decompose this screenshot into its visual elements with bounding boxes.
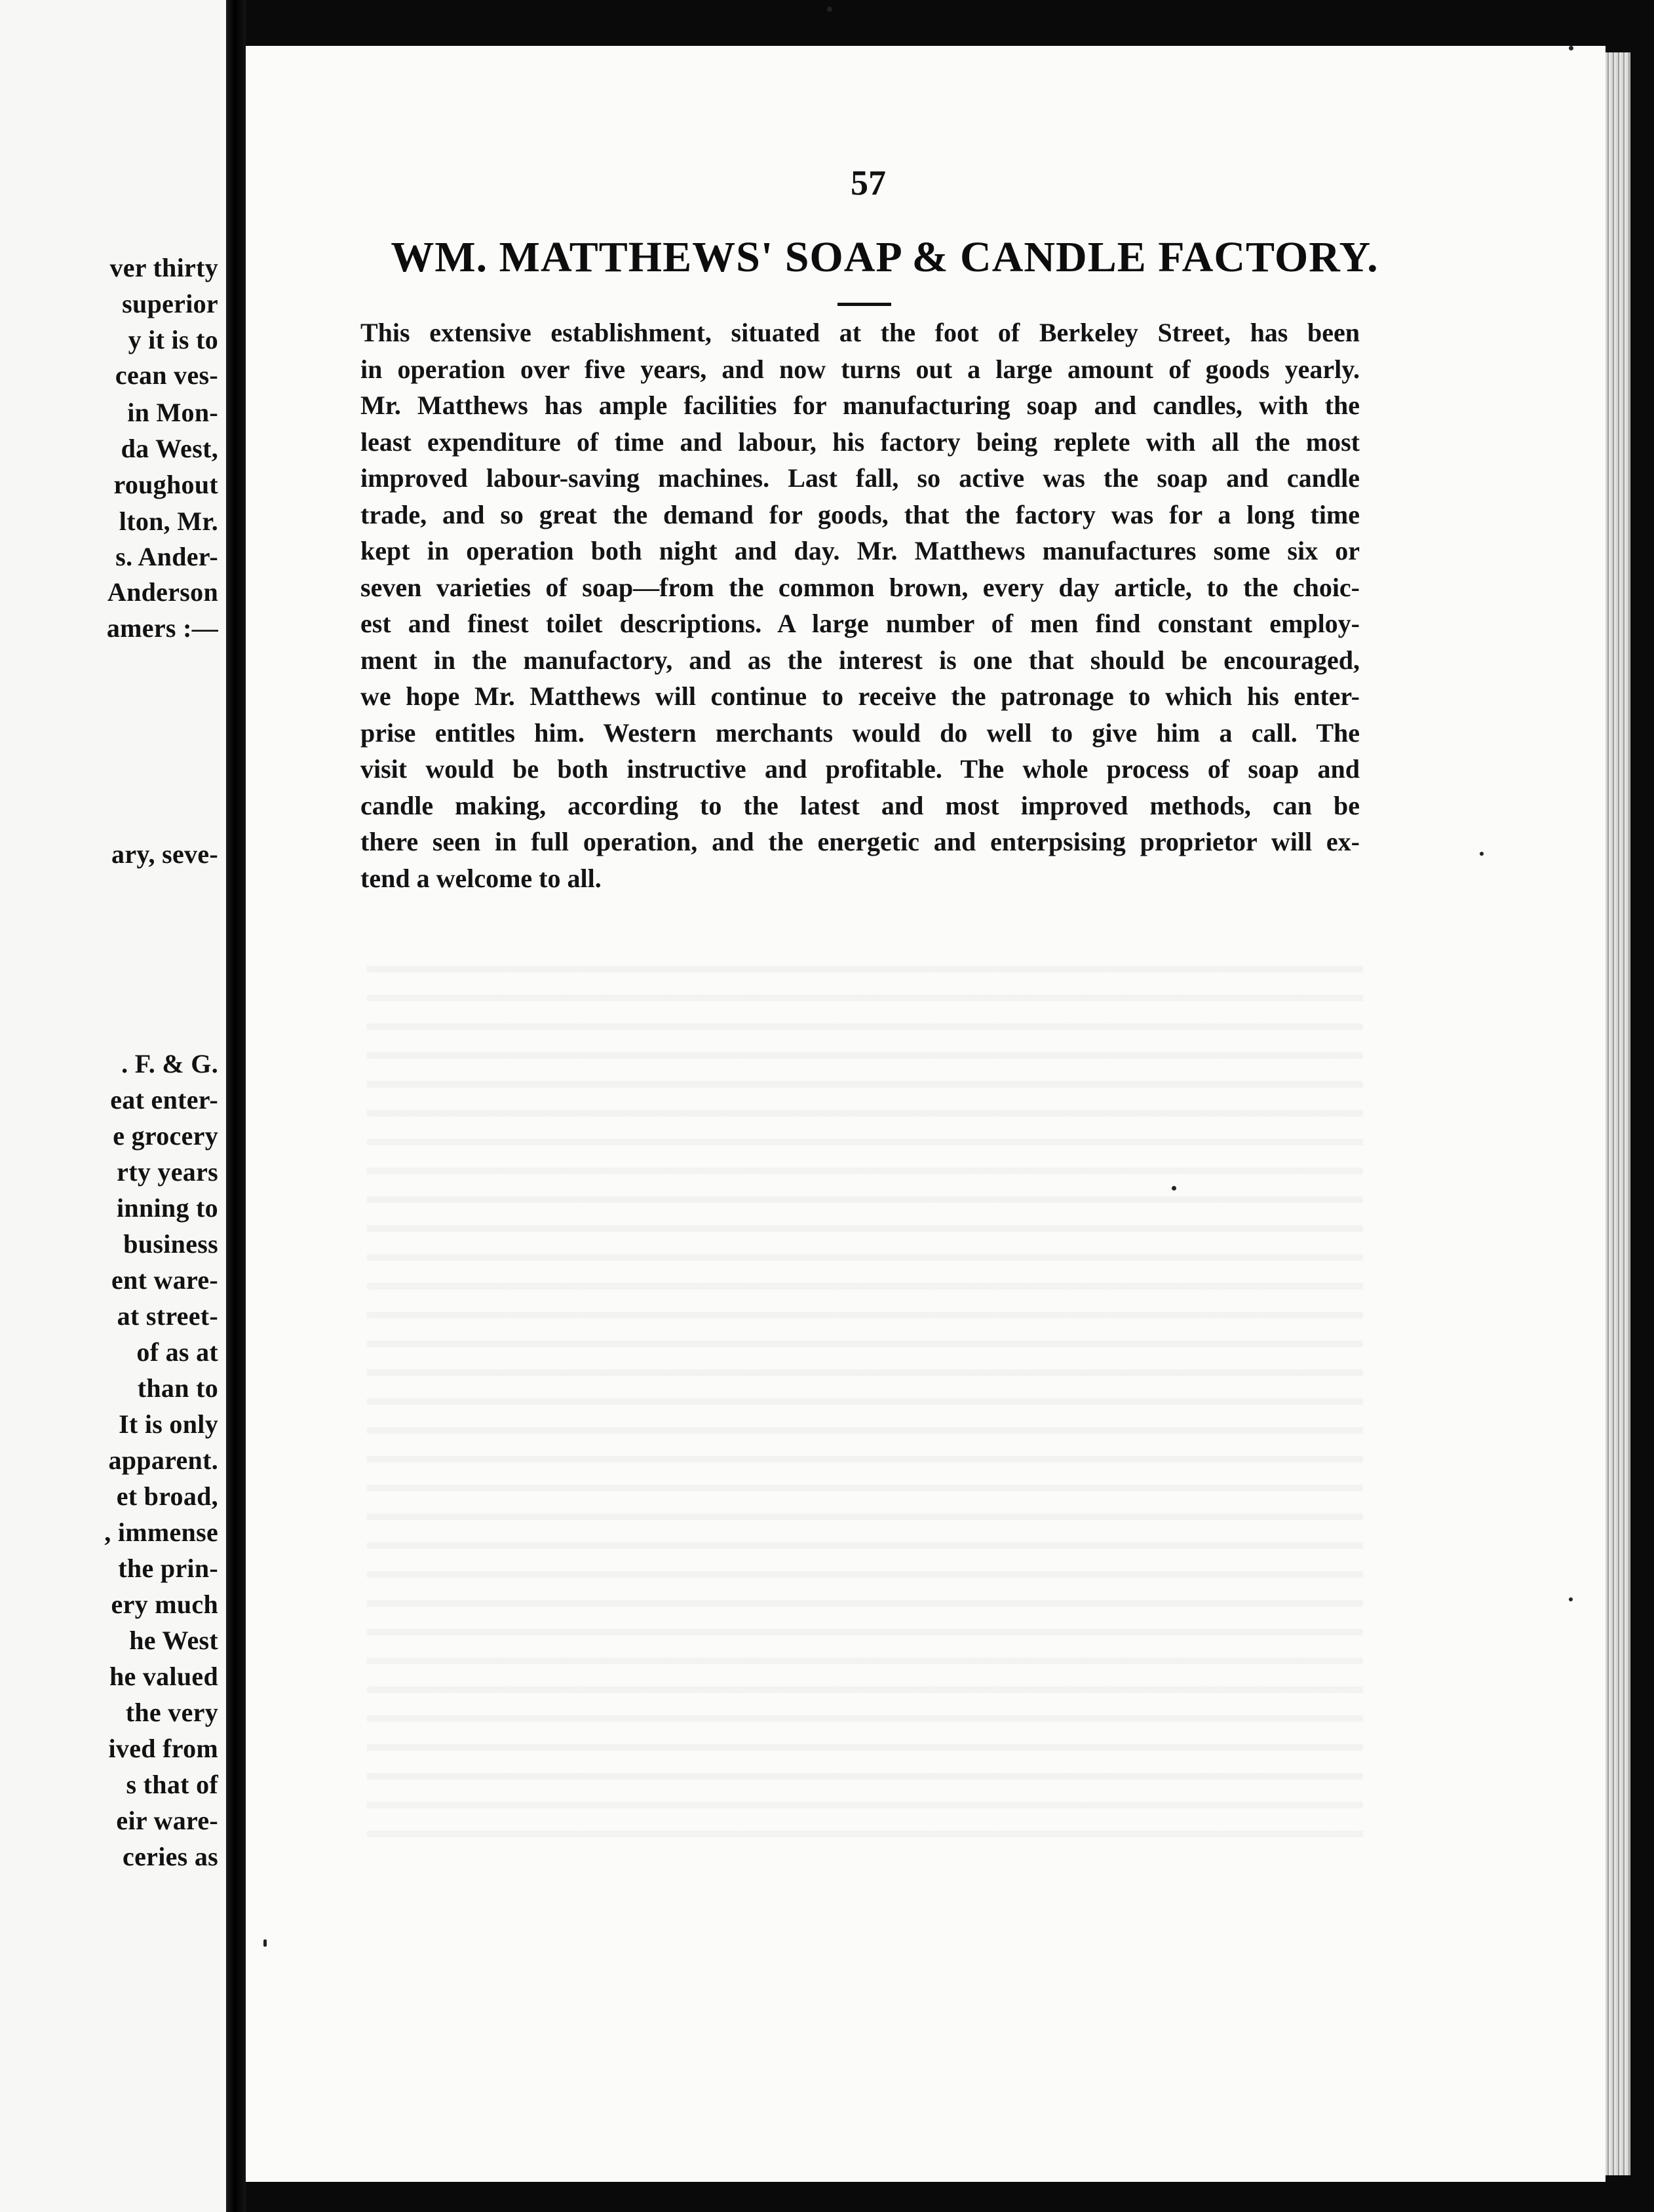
ink-speck — [1569, 1597, 1573, 1601]
ink-speck — [263, 1939, 267, 1947]
facing-page-line: rty years — [117, 1157, 218, 1187]
facing-page-line: Anderson — [107, 577, 218, 607]
facing-page-line: in Mon- — [127, 398, 218, 427]
facing-page-line: ived from — [108, 1734, 218, 1763]
facing-page-line: lton, Mr. — [119, 506, 218, 536]
ink-speck — [1569, 46, 1573, 50]
article-body-line: trade, and so great the demand for goods, that the factory was for a long time — [360, 499, 1360, 529]
article-body-line: seven varieties of soap—from the common brown, every day article, to the choic- — [360, 572, 1360, 602]
facing-page-line: eir ware- — [116, 1806, 218, 1835]
facing-page-line: amers :— — [106, 613, 218, 643]
article-body-line: least expenditure of time and labour, his factory being replete with all the most — [360, 427, 1360, 457]
ink-speck — [1172, 1186, 1176, 1191]
article-title: WM. MATTHEWS' SOAP & CANDLE FACTORY. — [391, 233, 1379, 281]
facing-page-line: ceries as — [123, 1842, 218, 1871]
article-body-line: ment in the manufactory, and as the interest is one that should be encouraged, — [360, 645, 1360, 675]
facing-page-line: ver thirty — [109, 253, 218, 282]
article-body-line: Mr. Matthews has ample facilities for manufacturing soap and candles, with the — [360, 391, 1360, 420]
facing-page-line: business — [123, 1229, 218, 1259]
facing-page-line: eat enter- — [110, 1085, 218, 1115]
facing-page-line: the prin- — [118, 1554, 218, 1583]
facing-page-line: roughout — [113, 470, 218, 499]
facing-page-line: s. Ander- — [115, 542, 218, 571]
ink-speck — [827, 7, 832, 12]
facing-page-line: cean ves- — [115, 360, 218, 390]
facing-page-line: e grocery — [113, 1121, 218, 1151]
article-body-line: tend a welcome to all. — [360, 863, 602, 893]
facing-page-line: the very — [125, 1698, 218, 1727]
page-stack-edge — [1606, 52, 1630, 2175]
facing-page-line: superior — [122, 289, 218, 318]
facing-page-line: , immense — [104, 1517, 218, 1547]
article-body-line: there seen in full operation, and the energetic and enterpsising proprietor will ex- — [360, 827, 1360, 856]
facing-page-line: at street- — [117, 1301, 218, 1331]
facing-page-line: s that of — [126, 1770, 218, 1799]
facing-page-line: he valued — [109, 1662, 218, 1691]
article-body-line: est and finest toilet descriptions. A large number of men find constant employ- — [360, 609, 1360, 638]
facing-page-line: et broad, — [116, 1481, 218, 1511]
facing-page-line: inning to — [117, 1193, 218, 1223]
article-body-line: prise entitles him. Western merchants would do well to give him a call. The — [360, 717, 1360, 748]
book-gutter — [226, 0, 246, 2212]
facing-page-line: he West — [129, 1626, 218, 1655]
title-divider-rule — [837, 303, 891, 306]
facing-page-line: It is only — [119, 1409, 218, 1439]
facing-page-line: apparent. — [108, 1445, 218, 1475]
article-body-line: This extensive establishment, situated at the foot of Berkeley Street, has been — [360, 318, 1360, 347]
facing-page-line: y it is to — [128, 325, 218, 354]
facing-page-line: of as at — [136, 1337, 218, 1367]
facing-page-left — [0, 0, 226, 2212]
article-body-line: in operation over five years, and now turns out a large amount of goods yearly. — [360, 354, 1360, 384]
article-body-line: improved labour-saving machines. Last fall, so active was the soap and candle — [360, 463, 1360, 493]
article-body-line: kept in operation both night and day. Mr. Matthews manufactures some six or — [360, 536, 1360, 565]
show-through-text — [367, 944, 1363, 1848]
facing-page-line: ery much — [111, 1590, 218, 1619]
facing-page-line: ent ware- — [111, 1265, 218, 1295]
facing-page-line: da West, — [121, 434, 218, 463]
facing-page-line: ary, seve- — [111, 839, 218, 869]
facing-page-line: than to — [137, 1373, 218, 1403]
page-number: 57 — [851, 163, 886, 202]
article-body-line: we hope Mr. Matthews will continue to receive the patronage to which his enter- — [360, 681, 1360, 711]
article-body-line: candle making, according to the latest and most improved methods, can be — [360, 790, 1360, 820]
ink-speck — [1480, 852, 1484, 856]
article-body-line: visit would be both instructive and profitable. The whole process of soap and — [360, 754, 1360, 784]
facing-page-line: . F. & G. — [121, 1049, 218, 1078]
